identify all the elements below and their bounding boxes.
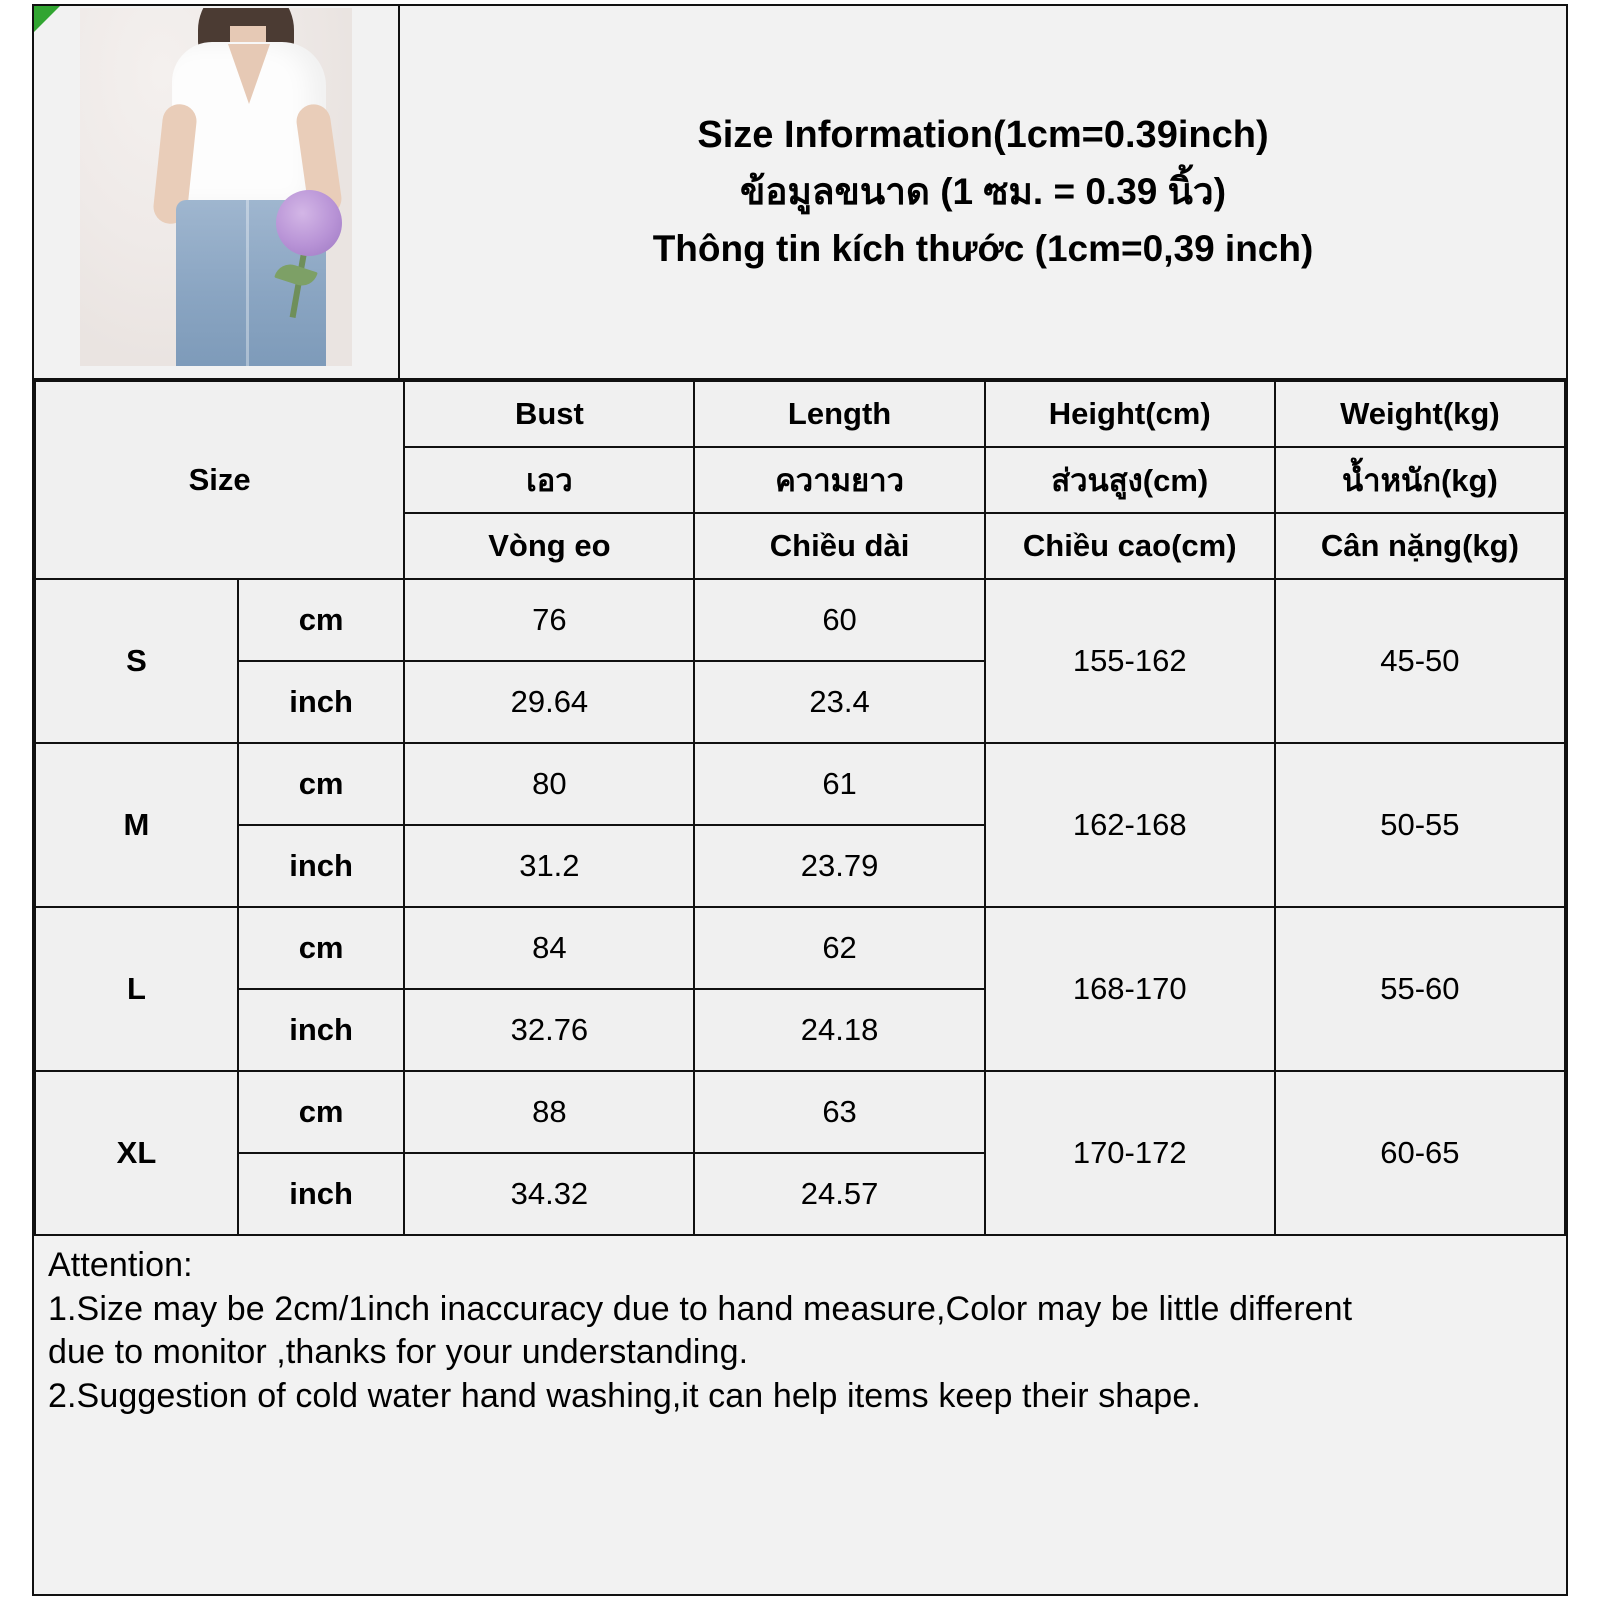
product-photo-cell — [34, 6, 400, 378]
title-english: Size Information(1cm=0.39inch) — [697, 113, 1269, 156]
cell-length-cm-l: 62 — [694, 907, 984, 989]
col-header-bust-vi: Vòng eo — [404, 513, 694, 579]
col-header-height-th: ส่วนสูง(cm) — [985, 447, 1275, 513]
row-unit-inch: inch — [238, 825, 404, 907]
purple-flower — [276, 190, 342, 256]
attention-line-1: 1.Size may be 2cm/1inch inaccuracy due to hand measure,Color may be little different — [48, 1289, 1353, 1328]
size-chart-container — [32, 4, 1568, 1596]
cell-weight-s: 45-50 — [1275, 579, 1565, 743]
row-size-s: S — [35, 579, 238, 743]
size-table — [34, 380, 1566, 1236]
row-unit-cm: cm — [238, 743, 404, 825]
cell-weight-xl: 60-65 — [1275, 1071, 1565, 1235]
cell-length-inch-s: 23.4 — [694, 661, 984, 743]
cell-weight-l: 55-60 — [1275, 907, 1565, 1071]
row-unit-cm: cm — [238, 907, 404, 989]
green-corner-marker-icon — [34, 6, 60, 32]
cell-bust-cm-xl: 88 — [404, 1071, 694, 1153]
cell-weight-m: 50-55 — [1275, 743, 1565, 907]
col-header-length-en: Length — [694, 381, 984, 447]
cell-bust-cm-l: 84 — [404, 907, 694, 989]
cell-length-inch-l: 24.18 — [694, 989, 984, 1071]
attention-block — [34, 1236, 1566, 1594]
cell-bust-inch-m: 31.2 — [404, 825, 694, 907]
cell-height-s: 155-162 — [985, 579, 1275, 743]
row-unit-inch: inch — [238, 661, 404, 743]
cell-length-cm-xl: 63 — [694, 1071, 984, 1153]
col-header-bust-en: Bust — [404, 381, 694, 447]
cell-bust-cm-s: 76 — [404, 579, 694, 661]
col-header-height-en: Height(cm) — [985, 381, 1275, 447]
col-header-length-vi: Chiều dài — [694, 513, 984, 579]
row-unit-inch: inch — [238, 1153, 404, 1235]
row-size-l: L — [35, 907, 238, 1071]
table-row — [35, 579, 1565, 661]
cell-height-l: 168-170 — [985, 907, 1275, 1071]
title-thai: ข้อมูลขนาด (1 ซม. = 0.39 นิ้ว) — [739, 171, 1227, 213]
col-header-height-vi: Chiều cao(cm) — [985, 513, 1275, 579]
product-photo — [80, 8, 352, 366]
cell-bust-inch-s: 29.64 — [404, 661, 694, 743]
attention-line-3: 2.Suggestion of cold water hand washing,it can help items keep their shape. — [48, 1376, 1201, 1415]
cell-bust-inch-l: 32.76 — [404, 989, 694, 1071]
table-row — [35, 1071, 1565, 1153]
title-vietnamese: Thông tin kích thước (1cm=0,39 inch) — [652, 227, 1314, 269]
row-unit-cm: cm — [238, 1071, 404, 1153]
col-header-length-th: ความยาว — [694, 447, 984, 513]
chart-header — [34, 6, 1566, 380]
table-row — [35, 907, 1565, 989]
col-header-weight-th: น้ำหนัก(kg) — [1275, 447, 1565, 513]
size-header-cell: Size — [35, 381, 404, 579]
col-header-bust-th: เอว — [404, 447, 694, 513]
attention-line-2: due to monitor ,thanks for your understanding. — [48, 1333, 749, 1372]
row-size-m: M — [35, 743, 238, 907]
col-header-weight-vi: Cân nặng(kg) — [1275, 513, 1565, 579]
attention-heading: Attention: — [48, 1246, 193, 1284]
cell-length-inch-m: 23.79 — [694, 825, 984, 907]
table-row — [35, 743, 1565, 825]
row-unit-inch: inch — [238, 989, 404, 1071]
cell-length-cm-s: 60 — [694, 579, 984, 661]
cell-length-cm-m: 61 — [694, 743, 984, 825]
col-header-weight-en: Weight(kg) — [1275, 381, 1565, 447]
header-row-english — [35, 381, 1565, 447]
cell-length-inch-xl: 24.57 — [694, 1153, 984, 1235]
cell-height-xl: 170-172 — [985, 1071, 1275, 1235]
row-unit-cm: cm — [238, 579, 404, 661]
cell-bust-inch-xl: 34.32 — [404, 1153, 694, 1235]
row-size-xl: XL — [35, 1071, 238, 1235]
title-block — [400, 6, 1566, 378]
cell-bust-cm-m: 80 — [404, 743, 694, 825]
cell-height-m: 162-168 — [985, 743, 1275, 907]
